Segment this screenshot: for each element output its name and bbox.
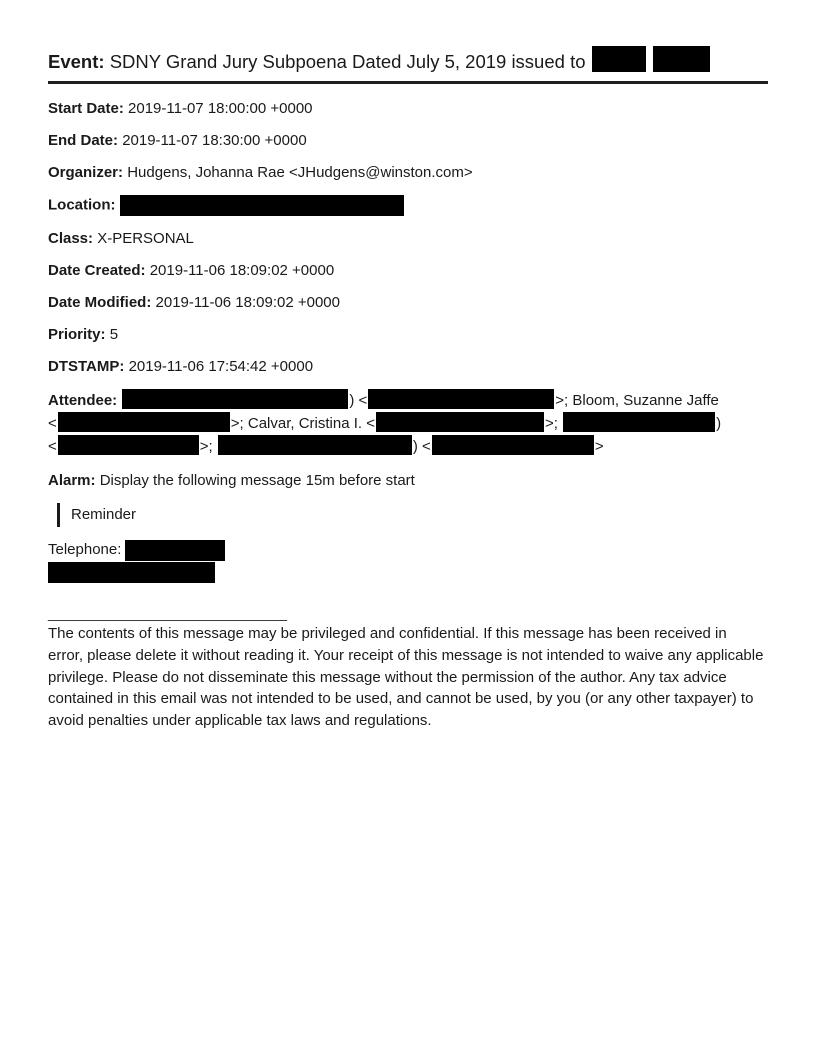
field-telephone [48, 539, 768, 583]
field-label: DTSTAMP: [48, 358, 125, 375]
field-value: X-PERSONAL [97, 230, 194, 247]
field-value: 2019-11-07 18:30:00 +0000 [122, 132, 307, 149]
redaction-box [376, 412, 544, 432]
field-label: Date Modified: [48, 294, 152, 311]
attendee-text: >; [199, 438, 213, 455]
field-label: Date Created: [48, 262, 146, 279]
redaction-box [58, 435, 199, 455]
attendee-line-2 [48, 412, 768, 435]
field-location [48, 195, 768, 216]
confidentiality-disclaimer: The contents of this message may be privileged and confidential. If this message has been received in error, please delete it without reading it. Your receipt of this message is not intended to waive any applicable privilege. Please do not disseminate this message without the permission of the author. Any tax advice contained in this email was not intended to be used, and cannot be used, by you (or any other taxpayer) to avoid penalties under applicable tax laws and regulations. [48, 625, 764, 730]
field-value: Display the following message 15m before start [99, 472, 415, 489]
redaction-box [218, 435, 412, 455]
redaction-box [120, 195, 404, 216]
field-value: 2019-11-06 18:09:02 +0000 [155, 294, 340, 311]
reminder-text: Reminder [71, 506, 137, 523]
attendee-text: >; Bloom, Suzanne Jaffe [555, 392, 719, 409]
reminder-blockquote [57, 503, 768, 527]
attendee-text: < [48, 438, 57, 455]
redaction-box [368, 389, 554, 409]
telephone-line-1 [48, 539, 768, 561]
field-start-date [48, 99, 768, 118]
field-value: 2019-11-07 18:00:00 +0000 [128, 100, 313, 117]
attendee-text: > [594, 438, 604, 455]
field-dtstamp [48, 357, 768, 376]
field-value: 2019-11-06 17:54:42 +0000 [128, 358, 314, 375]
field-attendee [48, 389, 768, 458]
field-label: Alarm: [48, 472, 96, 489]
field-label: End Date: [48, 132, 119, 149]
field-label: Attendee: [48, 392, 118, 409]
redaction-box [563, 412, 715, 432]
event-title-text: SDNY Grand Jury Subpoena Dated July 5, 2019 issued to [109, 51, 586, 72]
attendee-text: >; [545, 415, 558, 432]
field-organizer [48, 163, 768, 182]
attendee-text: >; Calvar, Cristina I. < [230, 415, 375, 432]
field-class [48, 229, 768, 248]
event-label: Event: [48, 51, 105, 72]
telephone-line-2 [48, 562, 768, 583]
field-value: 5 [109, 326, 119, 343]
field-alarm [48, 471, 768, 490]
attendee-text: ) < [349, 392, 368, 409]
redaction-box [653, 46, 710, 72]
field-date-created [48, 261, 768, 280]
attendee-line-3 [48, 435, 768, 458]
redaction-box [125, 540, 225, 561]
field-value: Hudgens, Johanna Rae <JHudgens@winston.com> [127, 164, 473, 181]
field-end-date [48, 131, 768, 150]
attendee-text: ) [716, 415, 722, 432]
attendee-text: < [48, 415, 57, 432]
redaction-box [48, 562, 215, 583]
redaction-box [58, 412, 230, 432]
redaction-box [122, 389, 348, 409]
redaction-box [592, 46, 646, 72]
telephone-label: Telephone: [48, 541, 122, 558]
field-value: 2019-11-06 18:09:02 +0000 [149, 262, 335, 279]
event-title-line [48, 46, 768, 84]
field-label: Location: [48, 196, 116, 214]
field-date-modified [48, 293, 768, 312]
redaction-box [432, 435, 594, 455]
field-label: Priority: [48, 326, 106, 343]
field-label: Class: [48, 230, 94, 247]
field-label: Start Date: [48, 100, 124, 117]
signature-divider: ____________________________ [48, 605, 288, 622]
attendee-line-1 [48, 389, 768, 412]
attendee-text: ) < [412, 438, 431, 455]
field-label: Organizer: [48, 164, 124, 181]
field-priority [48, 325, 768, 344]
